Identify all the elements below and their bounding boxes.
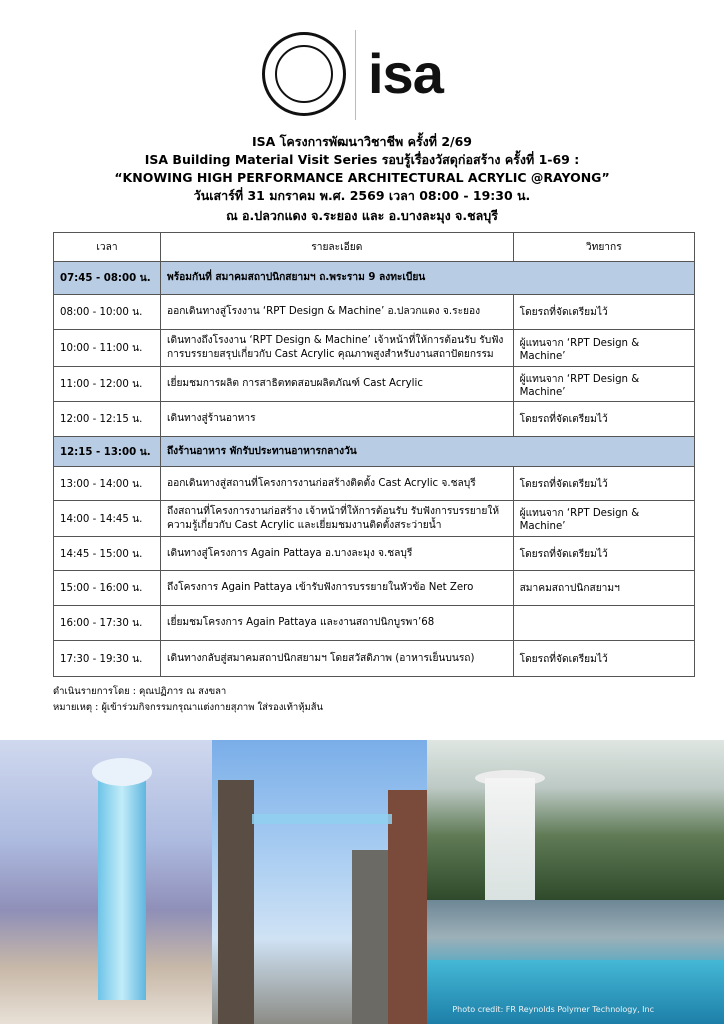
table-row bbox=[54, 330, 695, 367]
tower-right-high bbox=[388, 790, 427, 1024]
time-cell: 08:00 - 10:00 น. bbox=[54, 295, 161, 330]
detail-cell: ถึงสถานที่โครงการงานก่อสร้าง เจ้าหน้าที่ให้การต้อนรับ รับฟังการบรรยายให้ความรู้เกี่ยวกับ Cast Acrylic และเยี่ยมชมงานติดตั้งสระว่ายน้ำ bbox=[161, 501, 514, 537]
remark-note: หมายเหตุ : ผู้เข้าร่วมกิจกรรมกรุณาแต่งกายสุภาพ ใส่รองเท้าหุ้มส้น bbox=[53, 702, 324, 713]
speaker-cell: ผู้แทนจาก ‘RPT Design & Machine’ bbox=[513, 501, 694, 537]
speaker-cell: โดยรถที่จัดเตรียมไว้ bbox=[513, 295, 694, 330]
header-speaker: วิทยากร bbox=[513, 233, 694, 262]
detail-cell: เดินทางถึงโรงงาน ‘RPT Design & Machine’ เจ้าหน้าที่ให้การต้อนรับ รับฟังการบรรยายสรุปเกี่ยวกับ Cast Acrylic คุณภาพสูงสำหรับงานสถาปัตยกรรม bbox=[161, 330, 514, 367]
detail-cell: เยี่ยมชมการผลิต การสาธิตทดสอบผลิตภัณฑ์ Cast Acrylic bbox=[161, 367, 514, 402]
photo-sky-pool-towers bbox=[212, 740, 427, 1024]
time-cell: 13:00 - 14:00 น. bbox=[54, 467, 161, 501]
header-time: เวลา bbox=[54, 233, 161, 262]
header-line-4: วันเสาร์ที่ 31 มกราคม พ.ศ. 2569 เวลา 08:00 - 19:30 น. bbox=[193, 188, 531, 203]
pool-water bbox=[427, 960, 724, 1024]
detail-cell: ออกเดินทางสู่โรงงาน ‘RPT Design & Machine’ อ.ปลวกแดง จ.ระยอง bbox=[161, 295, 514, 330]
table-row bbox=[54, 641, 695, 677]
table-row bbox=[54, 295, 695, 330]
table-row bbox=[54, 501, 695, 537]
organizer-note: ดำเนินรายการโดย : คุณปฏิภาร ณ สงขลา bbox=[53, 686, 227, 697]
time-cell: 07:45 - 08:00 น. bbox=[54, 262, 161, 295]
time-cell: 12:15 - 13:00 น. bbox=[54, 437, 161, 467]
time-cell: 11:00 - 12:00 น. bbox=[54, 367, 161, 402]
photo-collage bbox=[0, 740, 724, 1024]
speaker-cell: ผู้แทนจาก ‘RPT Design & Machine’ bbox=[513, 367, 694, 402]
detail-cell: ถึงร้านอาหาร พักรับประทานอาหารกลางวัน bbox=[161, 437, 695, 467]
speaker-cell: โดยรถที่จัดเตรียมไว้ bbox=[513, 467, 694, 501]
logo-divider bbox=[355, 30, 356, 120]
detail-cell: เดินทางสู่ร้านอาหาร bbox=[161, 402, 514, 437]
isa-seal-logo bbox=[262, 32, 346, 116]
photo-credit: Photo credit: FR Reynolds Polymer Technology, Inc bbox=[452, 1005, 654, 1014]
detail-cell: เดินทางกลับสู่สมาคมสถาปนิกสยามฯ โดยสวัสดิภาพ (อาหารเย็นบนรถ) bbox=[161, 641, 514, 677]
sky-pool-bridge bbox=[252, 814, 392, 824]
time-cell: 15:00 - 16:00 น. bbox=[54, 571, 161, 606]
speaker-cell bbox=[513, 606, 694, 641]
time-cell: 16:00 - 17:30 น. bbox=[54, 606, 161, 641]
aquarium-tube-cap bbox=[92, 758, 152, 786]
speaker-cell: ผู้แทนจาก ‘RPT Design & Machine’ bbox=[513, 330, 694, 367]
table-row bbox=[54, 437, 695, 467]
photo-infinity-pool bbox=[427, 900, 724, 1024]
detail-cell: เยี่ยมชมโครงการ Again Pattaya และงานสถาปนิกบูรพา’68 bbox=[161, 606, 514, 641]
table-header-row bbox=[54, 233, 695, 262]
table-row bbox=[54, 262, 695, 295]
photo-rain-vortex bbox=[427, 740, 724, 900]
detail-cell: พร้อมกันที่ สมาคมสถาปนิกสยามฯ ถ.พระราม 9 ลงทะเบียน bbox=[161, 262, 695, 295]
time-cell: 14:45 - 15:00 น. bbox=[54, 537, 161, 571]
table-row bbox=[54, 537, 695, 571]
table-row bbox=[54, 571, 695, 606]
photo-mall-aquarium bbox=[0, 740, 212, 1024]
table-row bbox=[54, 367, 695, 402]
header-line-3: “KNOWING HIGH PERFORMANCE ARCHITECTURAL ACRYLIC @RAYONG” bbox=[114, 170, 610, 185]
speaker-cell: โดยรถที่จัดเตรียมไว้ bbox=[513, 537, 694, 571]
vortex-waterfall bbox=[485, 778, 535, 900]
schedule-body bbox=[54, 262, 695, 677]
isa-wordmark-logo: isa bbox=[368, 42, 443, 105]
detail-cell: ออกเดินทางสู่สถานที่โครงการงานก่อสร้างติดตั้ง Cast Acrylic จ.ชลบุรี bbox=[161, 467, 514, 501]
header-line-2: ISA Building Material Visit Series รอบรู้เรื่องวัสดุก่อสร้าง ครั้งที่ 1-69 : bbox=[144, 152, 580, 167]
table-row bbox=[54, 606, 695, 641]
time-cell: 10:00 - 11:00 น. bbox=[54, 330, 161, 367]
detail-cell: เดินทางสู่โครงการ Again Pattaya อ.บางละมุง จ.ชลบุรี bbox=[161, 537, 514, 571]
logo-bar bbox=[0, 30, 724, 120]
time-cell: 14:00 - 14:45 น. bbox=[54, 501, 161, 537]
time-cell: 17:30 - 19:30 น. bbox=[54, 641, 161, 677]
tower-left bbox=[218, 780, 254, 1024]
speaker-cell: โดยรถที่จัดเตรียมไว้ bbox=[513, 641, 694, 677]
header-detail: รายละเอียด bbox=[161, 233, 514, 262]
table-row bbox=[54, 467, 695, 501]
time-cell: 12:00 - 12:15 น. bbox=[54, 402, 161, 437]
aquarium-tube bbox=[98, 760, 146, 1000]
speaker-cell: โดยรถที่จัดเตรียมไว้ bbox=[513, 402, 694, 437]
table-row bbox=[54, 402, 695, 437]
detail-cell: ถึงโครงการ Again Pattaya เข้ารับฟังการบรรยายในหัวข้อ Net Zero bbox=[161, 571, 514, 606]
header-line-5: ณ อ.ปลวกแดง จ.ระยอง และ อ.บางละมุง จ.ชลบุรี bbox=[226, 208, 498, 223]
header-line-1: ISA โครงการพัฒนาวิชาชีพ ครั้งที่ 2/69 bbox=[252, 134, 472, 149]
schedule-table bbox=[53, 232, 695, 677]
speaker-cell: สมาคมสถาปนิกสยามฯ bbox=[513, 571, 694, 606]
seal-inner-ring bbox=[275, 45, 333, 103]
